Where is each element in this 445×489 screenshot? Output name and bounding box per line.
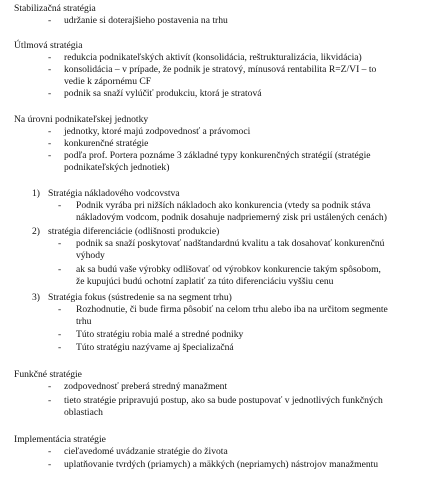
bullet-dash: -	[48, 126, 52, 137]
section-heading: Útlmová stratégia	[14, 40, 83, 51]
list-item: Túto stratégiu robia malé a stredné podniky	[76, 329, 244, 340]
bullet-dash: -	[58, 200, 62, 211]
list-item: konkurenčné stratégie	[64, 138, 149, 149]
list-item-continuation: trhu	[76, 316, 92, 327]
list-item: jednotky, ktoré majú zodpovednosť a právomoci	[64, 126, 251, 137]
list-item: zodpovednosť preberá stredný manažment	[64, 381, 228, 392]
list-item: cieľavedomé uvádzanie stratégie do života	[64, 446, 228, 457]
bullet-dash: -	[48, 138, 52, 149]
section-heading: Na úrovni podnikateľskej jednotky	[14, 114, 149, 125]
list-item: udržanie si doterajšieho postavenia na trhu	[64, 15, 228, 26]
bullet-dash: -	[48, 446, 52, 457]
list-item: uplatňovanie tvrdých (priamych) a mäkkých (nepriamych) nástrojov manažmentu	[64, 459, 379, 470]
list-item-continuation: nákladovým vodcom, podnik dosahuje nadpriemerný zisk pri ustálených cenách)	[76, 212, 387, 223]
bullet-dash: -	[48, 395, 52, 406]
list-item-continuation: vedie k zápornému CF	[64, 76, 152, 87]
list-item-continuation: výhody	[76, 250, 105, 261]
bullet-dash: -	[48, 150, 52, 161]
numbered-item-title: stratégia diferenciácie (odlišnosti produkcie)	[48, 226, 220, 237]
list-item: podľa prof. Portera poznáme 3 základné typy konkurenčných stratégií (stratégie	[64, 150, 371, 161]
section-heading: Stabilizačná stratégia	[14, 3, 96, 14]
list-item: redukcia podnikateľských aktivít (konsolidácia, reštrukturalizácia, likvidácia)	[64, 52, 362, 63]
list-item: konsolidácia – v prípade, že podnik je stratový, mínusová rentabilita R=Z/VI – to	[64, 64, 377, 75]
section-heading: Implementácia stratégie	[14, 434, 106, 445]
list-item-continuation: podnikateľských jednotiek)	[64, 162, 170, 173]
bullet-dash: -	[48, 459, 52, 470]
bullet-dash: -	[48, 88, 52, 99]
bullet-dash: -	[58, 329, 62, 340]
list-number: 3)	[32, 292, 40, 303]
bullet-dash: -	[58, 238, 62, 249]
list-item: Túto stratégiu nazývame aj špecializačná	[76, 342, 234, 353]
bullet-dash: -	[48, 381, 52, 392]
numbered-item-title: Stratégia nákladového vodcovstva	[48, 188, 180, 199]
section-heading: Funkčné stratégie	[14, 369, 82, 380]
numbered-item-title: Stratégia fokus (sústredenie sa na segment trhu)	[48, 292, 232, 303]
bullet-dash: -	[58, 342, 62, 353]
list-item: tieto stratégie pripravujú postup, ako sa bude postupovať v jednotlivých funkčných	[64, 395, 383, 406]
list-number: 1)	[32, 188, 40, 199]
list-item: ak sa budú vaše výrobky odlišovať od výrobkov konkurencie takým spôsobom,	[76, 264, 381, 275]
bullet-dash: -	[48, 52, 52, 63]
list-item: podnik sa snaží poskytovať nadštandardnú kvalitu a tak dosahovať konkurenčnú	[76, 238, 385, 249]
bullet-dash: -	[48, 64, 52, 75]
list-item-continuation: že kupujúci budú ochotní zaplatiť za túto diferenciáciu vyššiu cenu	[76, 276, 334, 287]
list-item: Rozhodnutie, či bude firma pôsobiť na celom trhu alebo iba na určitom segmente	[76, 304, 388, 315]
list-item: podnik sa snaží vylúčiť produkciu, ktorá je stratová	[64, 88, 262, 99]
list-item-continuation: oblastiach	[64, 407, 103, 418]
list-item: Podnik vyrába pri nižších nákladoch ako konkurencia (vtedy sa podnik stáva	[76, 200, 371, 211]
bullet-dash: -	[58, 264, 62, 275]
bullet-dash: -	[48, 15, 52, 26]
list-number: 2)	[32, 226, 40, 237]
bullet-dash: -	[58, 304, 62, 315]
